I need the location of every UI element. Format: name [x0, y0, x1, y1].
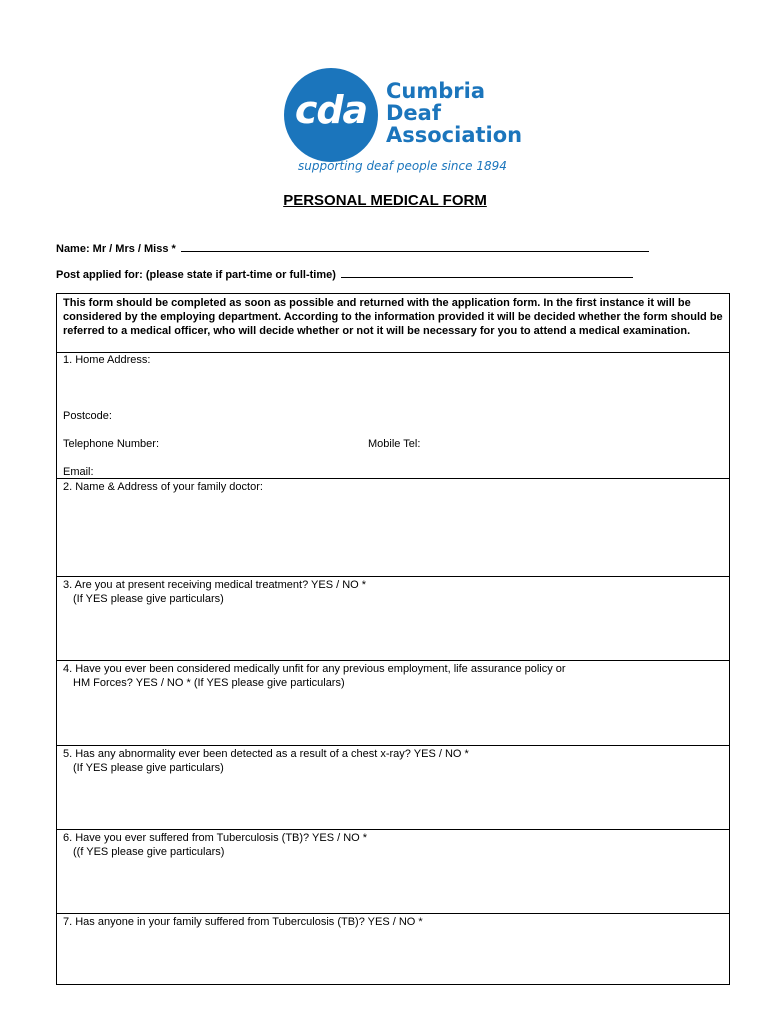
page-title: PERSONAL MEDICAL FORM	[283, 192, 487, 209]
section-medical-treatment[interactable]	[57, 576, 729, 660]
question-text: 3. Are you at present receiving medical treatment? YES / NO *	[63, 579, 367, 591]
post-input-line[interactable]	[341, 266, 633, 278]
telephone-label: Telephone Number:	[63, 438, 160, 450]
mobile-label: Mobile Tel:	[368, 438, 421, 450]
logo-name-line: Association	[386, 123, 523, 147]
question-text: 7. Has anyone in your family suffered from Tuberculosis (TB)? YES / NO *	[63, 916, 423, 928]
question-subtext: (If YES please give particulars)	[73, 593, 224, 605]
section-chest-xray[interactable]	[57, 745, 729, 829]
logo-tagline: supporting deaf people since 1894	[298, 159, 507, 173]
postcode-label: Postcode:	[63, 410, 112, 422]
home-address-label: 1. Home Address:	[63, 354, 151, 366]
logo-name-line: Deaf	[386, 101, 441, 125]
section-family-doctor[interactable]	[57, 478, 729, 576]
section-family-tuberculosis[interactable]	[57, 913, 729, 984]
section-tuberculosis[interactable]	[57, 829, 729, 913]
name-input-line[interactable]	[181, 240, 649, 252]
question-subtext: ((f YES please give particulars)	[73, 846, 225, 858]
email-label: Email:	[63, 466, 94, 478]
question-text: 2. Name & Address of your family doctor:	[63, 481, 263, 493]
question-subtext: HM Forces? YES / NO * (If YES please give particulars)	[73, 677, 345, 689]
section-medically-unfit[interactable]	[57, 660, 729, 745]
question-text: 6. Have you ever suffered from Tuberculosis (TB)? YES / NO *	[63, 832, 368, 844]
medical-form-table	[56, 293, 730, 985]
logo-initials: cda	[294, 88, 368, 132]
question-text: 5. Has any abnormality ever been detected as a result of a chest x-ray? YES / NO *	[63, 748, 469, 760]
post-label: Post applied for: (please state if part-time or full-time)	[56, 269, 336, 281]
name-label: Name: Mr / Mrs / Miss *	[56, 243, 176, 255]
logo-name-line: Cumbria	[386, 79, 486, 103]
intro-section: This form should be completed as soon as possible and returned with the application form. In the first instance it will be considered by the employing department. According to the information provided it will be decided whether the form should be referred to a medical officer, who will decide whether or not it will be necessary for you to attend a medical examination.	[63, 297, 723, 337]
section-home-address[interactable]	[57, 352, 729, 478]
name-field[interactable]	[56, 240, 649, 255]
cda-logo	[284, 68, 534, 178]
question-subtext: (If YES please give particulars)	[73, 762, 224, 774]
logo-organisation-name	[386, 80, 522, 146]
question-text: 4. Have you ever been considered medically unfit for any previous employment, life assurance policy or	[63, 663, 566, 675]
post-field[interactable]	[56, 266, 633, 281]
